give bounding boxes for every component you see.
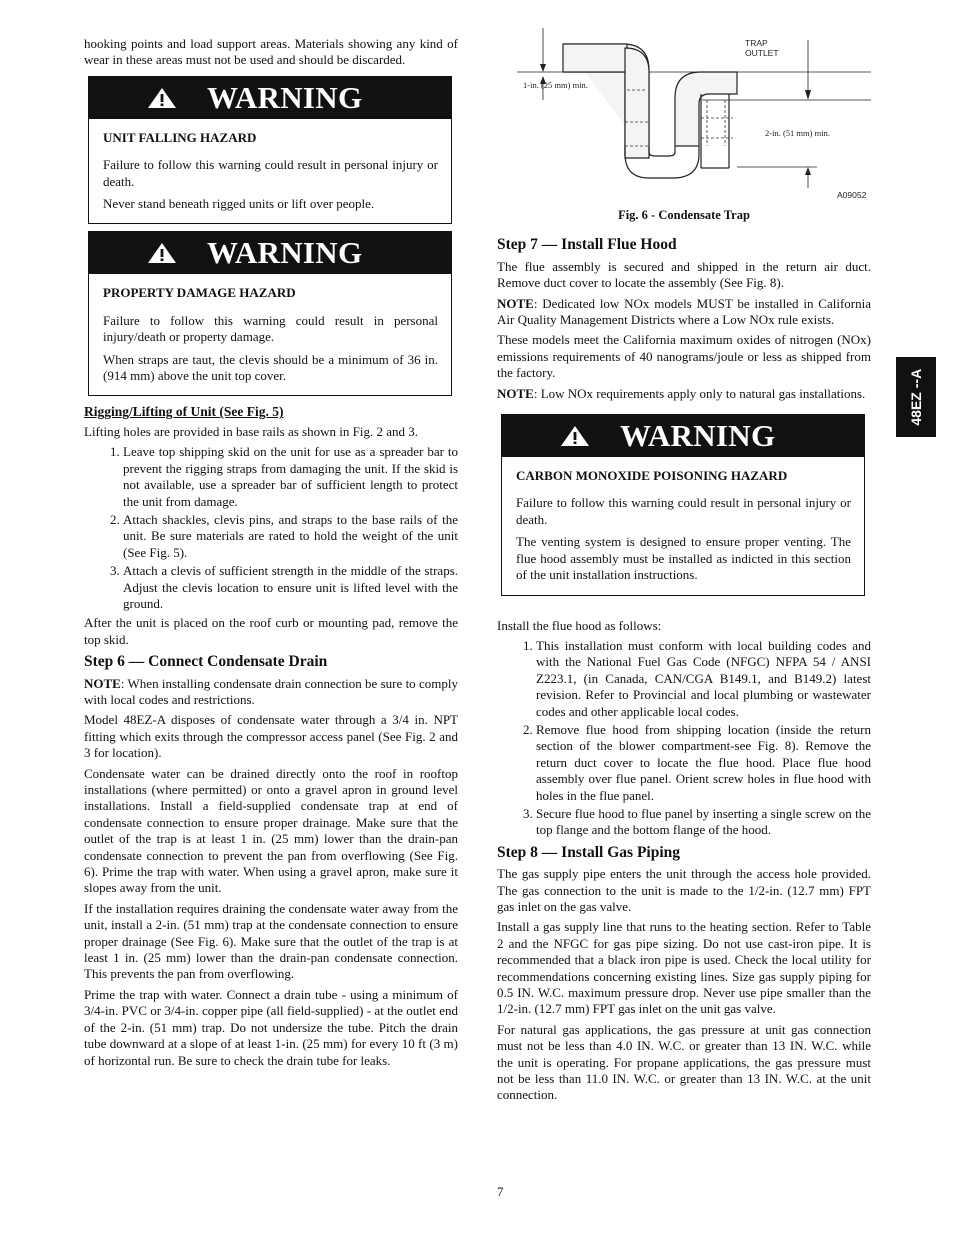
hazard-title: UNIT FALLING HAZARD bbox=[103, 129, 257, 145]
step8-paragraph: The gas supply pipe enters the unit through the access hole provided. The gas connection to the unit is made to the 1/2‑in. (12.7 mm) FPT gas inlet on the gas valve. bbox=[497, 866, 871, 914]
side-tab-label: 48EZ ‑‑A bbox=[907, 368, 924, 426]
flue-steps-intro: Install the flue hood as follows: bbox=[497, 617, 662, 633]
warning-box-carbon-monoxide bbox=[501, 414, 865, 595]
step7-heading: Step 7 — Install Flue Hood bbox=[497, 236, 677, 254]
warning-word: WARNING bbox=[207, 235, 363, 271]
side-tab bbox=[896, 357, 936, 437]
rigging-after: After the unit is placed on the roof curb or mounting pad, remove the top skid. bbox=[84, 615, 458, 647]
right-column bbox=[497, 28, 871, 1108]
list-item: 2. Remove flue hood from shipping location (inside the return section of the blower compartment‑see Fig. 8). Remove the return duct cover to locate the flue hood. Place flue hood assembly over flue panel. Orient screw holes in flue hood with holes in the flue panel. bbox=[536, 722, 871, 804]
warning-box-unit-falling bbox=[88, 76, 452, 225]
note-text: : When installing condensate drain connection be sure to comply with local codes and restrictions. bbox=[84, 675, 458, 707]
warning-text: Failure to follow this warning could result in personal injury/death or property damage. bbox=[103, 312, 438, 345]
note-text: : Low NOx requirements apply only to natural gas installations. bbox=[533, 385, 866, 401]
step7-paragraph: The flue assembly is secured and shipped in the return air duct. Remove duct cover to locate the assembly (See Fig. 8). bbox=[497, 258, 871, 291]
figure-code: A09052 bbox=[837, 190, 867, 200]
step7-paragraph: These models meet the California maximum oxides of nitrogen (NOx) emissions requirements of 40 nanograms/joule or less as shipped from the factory. bbox=[497, 332, 871, 381]
list-item: 3. Secure flue hood to flue panel by inserting a single screw on the top flange and the bottom flange of the hood. bbox=[536, 806, 871, 839]
rigging-heading: Rigging/Lifting of Unit (See Fig. 5) bbox=[84, 404, 284, 420]
rigging-steps bbox=[84, 444, 458, 612]
list-item: 1. Leave top shipping skid on the unit for use as a spreader bar to prevent the rigging straps from damaging the unit. If the skid is not available, use a spreader bar of sufficient length to protect the unit from damage. bbox=[123, 444, 458, 510]
hazard-title: PROPERTY DAMAGE HAZARD bbox=[103, 285, 296, 301]
step6-paragraph: Model 48EZ‑A disposes of condensate water through a 3/4 in. NPT fitting which exits through the compressor access panel (See Fig. 2 and 3 for location). bbox=[84, 712, 458, 761]
intro-paragraph: hooking points and load support areas. Materials showing any kind of wear in these areas must not be used and should be discarded. bbox=[84, 36, 458, 68]
note-label: NOTE bbox=[497, 295, 534, 311]
warning-text: Failure to follow this warning could result in personal injury or death. bbox=[103, 157, 438, 189]
list-item: 3. Attach a clevis of sufficient strength in the middle of the straps. Adjust the clevis location to ensure unit is lifted level with the ground. bbox=[123, 563, 458, 612]
warning-triangle-icon bbox=[560, 425, 590, 447]
step6-note bbox=[84, 676, 458, 709]
trap-outlet-label-1: TRAP bbox=[745, 38, 768, 48]
warning-triangle-icon bbox=[147, 242, 177, 264]
condensate-trap-figure bbox=[497, 28, 871, 204]
warning-header bbox=[89, 232, 451, 274]
flue-steps bbox=[497, 638, 871, 839]
note-text: : Dedicated low NOx models MUST be installed in California Air Quality Management Districts where a Low NOx rule exists. bbox=[497, 295, 871, 328]
note-label: NOTE bbox=[84, 675, 121, 691]
note-label: NOTE bbox=[497, 385, 534, 401]
list-item: 1. This installation must conform with local building codes and with the National Fuel Gas Code (NFGC) NFPA 54 / ANSI Z223.1, (in Canada, CAN/CGA B149.1, and B149.2) latest revision. Refer to Provincial and local plumbing or wastewater codes and other applicable local codes. bbox=[536, 638, 871, 720]
hazard-title: CARBON MONOXIDE POISONING HAZARD bbox=[516, 468, 788, 484]
warning-word: WARNING bbox=[207, 79, 363, 115]
rigging-intro: Lifting holes are provided in base rails as shown in Fig. 2 and 3. bbox=[84, 423, 418, 439]
warning-header bbox=[502, 415, 864, 457]
warning-header bbox=[89, 77, 451, 119]
page-number: 7 bbox=[497, 1184, 504, 1199]
step8-paragraph: Install a gas supply line that runs to the heating section. Refer to Table 2 and the NFGC for gas pipe sizing. Do not use cast‑iron pipe. It is recommended that a black iron pipe is used. Check the local utility for recommendations concerning existing lines. Size gas supply piping for 0.5 IN. W.C. maximum pressure drop. Never use pipe smaller than the 1/2‑in. (12.7 mm) FPT gas inlet on the unit gas valve. bbox=[497, 919, 871, 1017]
dimension-label-2in: 2-in. (51 mm) min. bbox=[765, 128, 830, 138]
step8-heading: Step 8 — Install Gas Piping bbox=[497, 843, 681, 861]
warning-triangle-icon bbox=[147, 87, 177, 109]
step7-note bbox=[497, 386, 871, 402]
left-column bbox=[84, 36, 458, 1073]
warning-box-property-damage bbox=[88, 231, 452, 396]
step6-paragraph: If the installation requires draining the condensate water away from the unit, install a 2‑in. (51 mm) trap at the condensate connection to ensure proper drainage (See Fig. 6). Make sure that the outlet of the trap is at least 1 in. (25 mm) lower than the drain‑pan condensate connection. This prevents the pan from overflowing. bbox=[84, 900, 458, 982]
dimension-label-1in: 1-in. (25 mm) min. bbox=[523, 80, 588, 90]
step6-heading: Step 6 — Connect Condensate Drain bbox=[84, 653, 328, 671]
step8-paragraph: For natural gas applications, the gas pressure at unit gas connection must not be less than 4.0 IN. W.C. or greater than 13 IN. W.C. while the unit is operating. For propane applications, the gas pressure must not be less than 11.0 IN. W.C. or greater than 13 IN. W.C. at the unit connection. bbox=[497, 1021, 871, 1103]
step6-paragraph: Condensate water can be drained directly onto the roof in rooftop installations (where permitted) or onto a gravel apron in ground level installations. Install a field‑supplied condensate trap at end of condensate connection to ensure proper drainage. Make sure that the outlet of the trap is at least 1 in. (25 mm) lower than the drain‑pan condensate connection to prevent the pan from overflowing (See Fig. 6). Prime the trap with water. When using a gravel apron, make sure it slopes away from the unit. bbox=[84, 765, 458, 896]
step7-note bbox=[497, 296, 871, 329]
warning-word: WARNING bbox=[620, 417, 776, 453]
warning-text: Failure to follow this warning could result in personal injury or death. bbox=[516, 495, 851, 527]
warning-text: When straps are taut, the clevis should be a minimum of 36 in. (914 mm) above the unit top cover. bbox=[103, 351, 438, 384]
trap-outlet-label-2: OUTLET bbox=[745, 48, 779, 58]
condensate-trap-diagram bbox=[497, 28, 871, 204]
warning-text: Never stand beneath rigged units or lift over people. bbox=[103, 196, 375, 212]
step6-paragraph: Prime the trap with water. Connect a drain tube ‑ using a minimum of 3/4‑in. PVC or 3/4‑in. copper pipe (all field‑supplied) ‑ at the outlet end of the 2‑in. (51 mm) trap. Do not undersize the tube. Pitch the drain tube downward at a slope of at least 1‑in. (25 mm) for every 10 ft (3 m) of horizontal run. Be sure to check the drain tube for leaks. bbox=[84, 986, 458, 1068]
list-item: 2. Attach shackles, clevis pins, and straps to the base rails of the unit. Be sure materials are rated to hold the weight of the unit (See Fig. 5). bbox=[123, 512, 458, 561]
figure-caption: Fig. 6 ‑ Condensate Trap bbox=[618, 208, 750, 222]
warning-text: The venting system is designed to ensure proper venting. The flue hood assembly must be installed as indicted in this section of the unit installation instructions. bbox=[516, 534, 851, 583]
